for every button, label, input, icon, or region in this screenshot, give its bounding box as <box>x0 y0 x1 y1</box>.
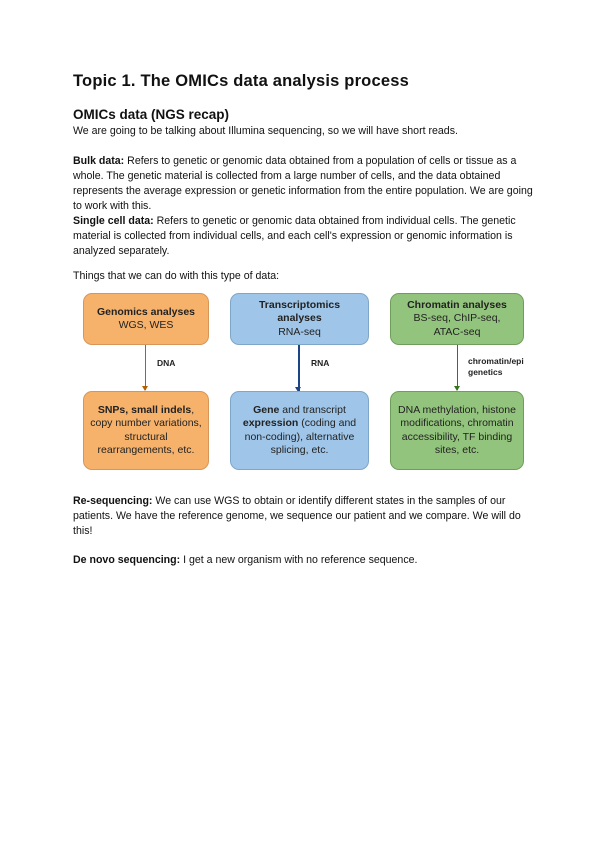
genomics-title: Genomics analyses <box>96 305 196 318</box>
snps-bold: SNPs, small indels <box>97 403 192 416</box>
genomics-box <box>83 293 209 345</box>
reseq-text: We can use WGS to obtain or identify different states in the samples of our patients. We have the reference genome, we sequence our patient and we compare. We will do this! <box>73 495 521 537</box>
single-text: Refers to genetic or genomic data obtained from individual cells. The genetic material is collected from individual cells, and each cell's expression or genomic information is analyzed separately. <box>73 215 516 257</box>
genomics-results-text: , copy number variations, structural rearrangements, etc. <box>90 403 202 456</box>
transcriptomics-results-box <box>230 391 369 470</box>
chromatin-methods: BS-seq, ChIP-seq, ATAC-seq <box>413 312 501 338</box>
reseq-label: Re-sequencing: <box>73 495 153 507</box>
transcriptomics-methods: RNA-seq <box>278 325 321 338</box>
epigenetics-label: chromatin/epigenetics <box>468 356 524 377</box>
epigenetics-arrow <box>457 345 458 390</box>
single-cell-paragraph <box>73 214 533 259</box>
bulk-paragraph <box>73 154 533 214</box>
resequencing-paragraph <box>73 494 533 539</box>
chromatin-results-text: DNA methylation, histone modifications, chromatin accessibility, TF binding sites, etc. <box>398 403 516 456</box>
transcriptomics-title: Transcriptomics analyses <box>258 298 341 325</box>
page-title: Topic 1. The OMICs data analysis process <box>73 72 409 90</box>
transcriptomics-box <box>230 293 369 345</box>
bulk-text: Refers to genetic or genomic data obtained from a population of cells or tissue as a whole. The genetic material is collected from a large number of cells, and the data obtained represents the average expression or genetic information from the entire population. We are going to work with this. <box>73 155 533 212</box>
dna-arrow <box>145 345 146 390</box>
intro-paragraph: We are going to be talking about Illumina sequencing, so we will have short reads. <box>73 125 458 137</box>
chromatin-box <box>390 293 524 345</box>
single-label: Single cell data: <box>73 215 154 227</box>
section-heading: OMICs data (NGS recap) <box>73 107 230 122</box>
chromatin-title: Chromatin analyses <box>407 298 507 311</box>
bulk-label: Bulk data: <box>73 155 125 167</box>
denovo-paragraph <box>73 553 533 568</box>
things-paragraph: Things that we can do with this type of data: <box>73 270 280 282</box>
dna-label: DNA <box>157 358 176 368</box>
rna-label: RNA <box>311 358 330 368</box>
denovo-label: De novo sequencing: <box>73 554 181 566</box>
denovo-text: I get a new organism with no reference sequence. <box>180 554 418 566</box>
rna-arrow <box>298 345 300 391</box>
genomics-methods: WGS, WES <box>118 319 174 331</box>
genomics-results-box <box>83 391 209 470</box>
transcriptomics-results-text: (coding and non-coding), alternative splicing, etc. <box>244 417 357 456</box>
chromatin-results-box <box>390 391 524 470</box>
expression-bold: expression <box>242 417 299 429</box>
transcript-text: and transcript <box>279 403 346 416</box>
gene-bold: Gene <box>253 403 280 416</box>
